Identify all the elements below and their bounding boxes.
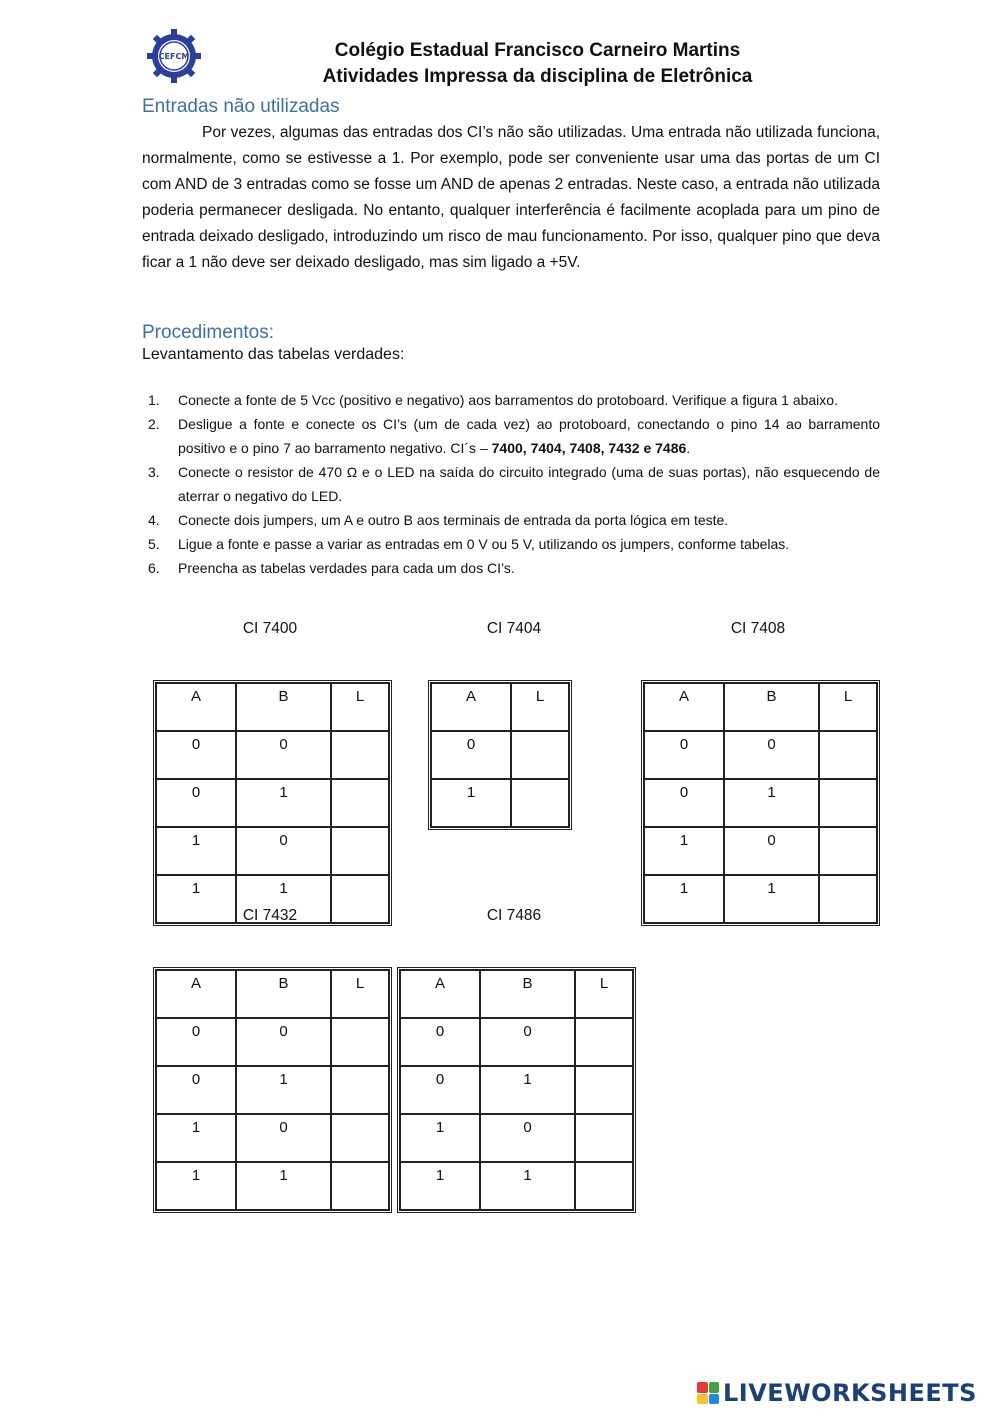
brand-mark-cell xyxy=(709,1382,720,1393)
answer-cell[interactable] xyxy=(819,731,877,779)
answer-cell[interactable] xyxy=(575,1114,633,1162)
input-cell: 1 xyxy=(724,779,819,827)
table-header-row xyxy=(431,683,569,731)
step-text: Conecte o resistor de 470 Ω e o LED na saída do circuito integrado (uma de suas portas), não esquecendo de aterrar o negativo do LED. xyxy=(178,464,880,504)
table-header-row xyxy=(156,683,389,731)
input-cell: 0 xyxy=(156,779,236,827)
brand-mark-cell xyxy=(697,1382,708,1393)
table-row xyxy=(156,779,389,827)
table-row xyxy=(156,1018,389,1066)
answer-cell[interactable] xyxy=(819,779,877,827)
header-cell: A xyxy=(156,683,236,731)
input-cell: 0 xyxy=(644,779,724,827)
header-cell: B xyxy=(236,970,331,1018)
table-title-ci7432: CI 7432 xyxy=(242,907,298,924)
header-cell: L xyxy=(819,683,877,731)
input-cell: 0 xyxy=(156,1018,236,1066)
table-row xyxy=(400,1114,633,1162)
step-number: 6. xyxy=(148,560,160,576)
document-header xyxy=(280,38,795,90)
answer-cell[interactable] xyxy=(331,875,389,923)
school-name: Colégio Estadual Francisco Carneiro Martins xyxy=(334,40,741,61)
answer-cell[interactable] xyxy=(511,779,569,827)
table-row xyxy=(156,731,389,779)
liveworksheets-logo-icon xyxy=(697,1382,719,1404)
answer-cell[interactable] xyxy=(819,827,877,875)
step-number: 2. xyxy=(148,416,160,432)
header-cell: L xyxy=(511,683,569,731)
answer-cell[interactable] xyxy=(575,1066,633,1114)
truth-table-ci7486 xyxy=(397,967,636,1213)
answer-cell[interactable] xyxy=(331,1162,389,1210)
section-title-entradas: Entradas não utilizadas xyxy=(142,96,340,117)
school-logo xyxy=(146,28,202,84)
step-text: Desligue a fonte e conecte os CI’s (um de cada vez) ao protoboard, conectando o pino 14 ao barramento positivo e o pino 7 ao barramento negativo. CI´s – xyxy=(178,416,880,456)
table-row xyxy=(431,731,569,779)
brand-mark-cell xyxy=(709,1394,720,1405)
input-cell: 1 xyxy=(236,875,331,923)
table-title-ci7404: CI 7404 xyxy=(486,620,542,637)
step-item xyxy=(142,532,880,556)
header-cell: B xyxy=(480,970,575,1018)
table-row xyxy=(156,1114,389,1162)
table-title-ci7400: CI 7400 xyxy=(242,620,298,637)
table-row xyxy=(156,1162,389,1210)
input-cell: 0 xyxy=(480,1018,575,1066)
header-cell: A xyxy=(400,970,480,1018)
input-cell: 0 xyxy=(431,731,511,779)
answer-cell[interactable] xyxy=(575,1162,633,1210)
truth-table-ci7400 xyxy=(153,680,392,926)
input-cell: 0 xyxy=(400,1018,480,1066)
answer-cell[interactable] xyxy=(331,1114,389,1162)
step-item xyxy=(142,508,880,532)
header-cell: A xyxy=(156,970,236,1018)
input-cell: 1 xyxy=(156,827,236,875)
step-number: 3. xyxy=(148,464,160,480)
input-cell: 0 xyxy=(480,1114,575,1162)
answer-cell[interactable] xyxy=(331,731,389,779)
answer-cell[interactable] xyxy=(331,827,389,875)
brand-text: LIVEWORKSHEETS xyxy=(723,1379,977,1407)
input-cell: 0 xyxy=(724,731,819,779)
step-text-end: . xyxy=(686,440,691,456)
step-item xyxy=(142,412,880,460)
input-cell: 0 xyxy=(156,731,236,779)
input-cell: 1 xyxy=(236,779,331,827)
step-item xyxy=(142,460,880,508)
section-title-procedimentos: Procedimentos: xyxy=(142,322,275,343)
table-row xyxy=(431,779,569,827)
input-cell: 1 xyxy=(644,827,724,875)
header-cell: B xyxy=(724,683,819,731)
input-cell: 1 xyxy=(156,1162,236,1210)
liveworksheets-brand xyxy=(697,1378,977,1408)
procedure-steps xyxy=(142,388,880,580)
answer-cell[interactable] xyxy=(511,731,569,779)
step-item xyxy=(142,388,880,412)
gear-logo-icon xyxy=(146,28,202,84)
input-cell: 1 xyxy=(644,875,724,923)
step-number: 5. xyxy=(148,536,160,552)
truth-table-ci7404 xyxy=(428,680,572,830)
input-cell: 0 xyxy=(724,827,819,875)
table-row xyxy=(644,875,877,923)
table-row xyxy=(644,779,877,827)
input-cell: 0 xyxy=(644,731,724,779)
header-cell: L xyxy=(575,970,633,1018)
header-cell: L xyxy=(331,970,389,1018)
answer-cell[interactable] xyxy=(331,1018,389,1066)
table-row xyxy=(644,827,877,875)
input-cell: 1 xyxy=(480,1162,575,1210)
step-text: Conecte a fonte de 5 Vcc (positivo e negativo) aos barramentos do protoboard. Verifique a figura 1 abaixo. xyxy=(178,392,838,408)
header-cell: A xyxy=(431,683,511,731)
input-cell: 1 xyxy=(236,1066,331,1114)
input-cell: 0 xyxy=(236,1114,331,1162)
input-cell: 0 xyxy=(400,1066,480,1114)
brand-mark-cell xyxy=(697,1394,708,1405)
input-cell: 0 xyxy=(236,731,331,779)
table-title-ci7408: CI 7408 xyxy=(730,620,786,637)
table-header-row xyxy=(644,683,877,731)
step-text: Preencha as tabelas verdades para cada um dos CI’s. xyxy=(178,560,515,576)
input-cell: 1 xyxy=(156,875,236,923)
input-cell: 1 xyxy=(236,1162,331,1210)
step-text: Ligue a fonte e passe a variar as entradas em 0 V ou 5 V, utilizando os jumpers, conforme tabelas. xyxy=(178,536,790,552)
paragraph-text: Por vezes, algumas das entradas dos CI’s não são utilizadas. Uma entrada não utilizada funciona, normalmente, como se estivesse a 1. Por exemplo, pode ser conveniente usar uma das portas de um CI com AND de 3 entradas como se fosse um AND de apenas 2 entradas. Neste caso, a entrada não utilizada poderia permanecer desligada. No entanto, qualquer interferência é facilmente acoplada para um pino de entrada deixado desligado, introduzindo um risco de mau funcionamento. Por isso, qualquer pino que deva ficar a 1 não deve ser deixado desligado, mas sim ligado a +5V. xyxy=(142,124,880,271)
step-number: 1. xyxy=(148,392,160,408)
input-cell: 1 xyxy=(400,1162,480,1210)
input-cell: 1 xyxy=(400,1114,480,1162)
table-title-ci7486: CI 7486 xyxy=(486,907,542,924)
table-row xyxy=(400,1162,633,1210)
input-cell: 1 xyxy=(156,1114,236,1162)
truth-table-ci7432 xyxy=(153,967,392,1213)
step-text: Conecte dois jumpers, um A e outro B aos terminais de entrada da porta lógica em teste. xyxy=(178,512,729,528)
header-cell: A xyxy=(644,683,724,731)
table-row xyxy=(400,1018,633,1066)
input-cell: 1 xyxy=(431,779,511,827)
logo-text: CEFCM xyxy=(158,52,190,61)
document-subtitle: Atividades Impressa da disciplina de Eletrônica xyxy=(322,66,753,87)
table-row xyxy=(156,875,389,923)
input-cell: 1 xyxy=(480,1066,575,1114)
answer-cell[interactable] xyxy=(331,779,389,827)
table-row xyxy=(156,1066,389,1114)
table-row xyxy=(156,827,389,875)
input-cell: 0 xyxy=(156,1066,236,1114)
step-item xyxy=(142,556,880,580)
procedures-subtitle: Levantamento das tabelas verdades: xyxy=(142,346,405,363)
answer-cell[interactable] xyxy=(575,1018,633,1066)
table-header-row xyxy=(156,970,389,1018)
input-cell: 0 xyxy=(236,1018,331,1066)
truth-table-ci7408 xyxy=(641,680,880,926)
table-row xyxy=(400,1066,633,1114)
table-header-row xyxy=(400,970,633,1018)
header-cell: L xyxy=(331,683,389,731)
table-row xyxy=(644,731,877,779)
section-paragraph xyxy=(142,120,880,276)
step-number: 4. xyxy=(148,512,160,528)
input-cell: 1 xyxy=(724,875,819,923)
answer-cell[interactable] xyxy=(331,1066,389,1114)
header-cell: B xyxy=(236,683,331,731)
answer-cell[interactable] xyxy=(819,875,877,923)
input-cell: 0 xyxy=(236,827,331,875)
step-bold-text: 7400, 7404, 7408, 7432 e 7486 xyxy=(491,440,687,456)
